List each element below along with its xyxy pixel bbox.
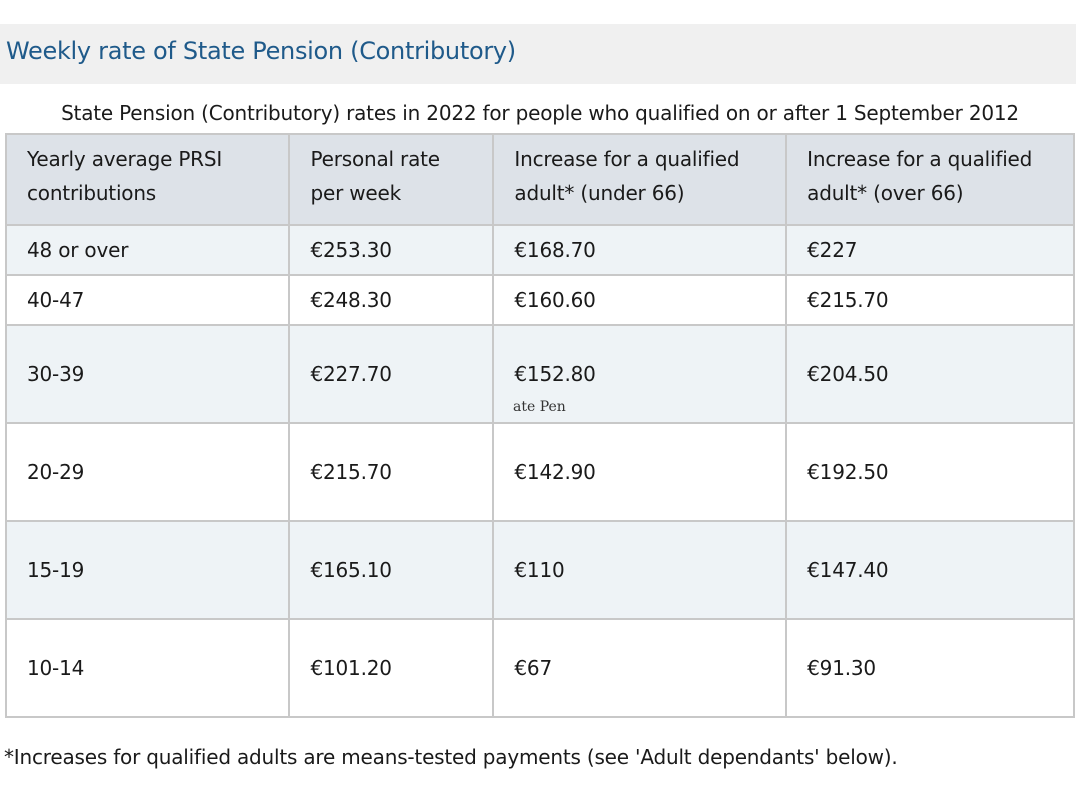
cell-personal-rate: €101.20 bbox=[289, 619, 493, 717]
table-header-row bbox=[6, 134, 1074, 225]
cell-increase-over-66: €91.30 bbox=[786, 619, 1074, 717]
cell-increase-under-66: €110 bbox=[493, 521, 786, 619]
cell-contributions: 15-19 bbox=[6, 521, 289, 619]
cell-increase-under-66: €160.60 bbox=[493, 275, 786, 325]
overlay-text-fragment: ate Pen bbox=[513, 399, 566, 415]
footnote: *Increases for qualified adults are means-tested payments (see 'Adult dependants' below). bbox=[4, 745, 898, 769]
table-caption: State Pension (Contributory) rates in 2022 for people who qualified on or after 1 September 2012 bbox=[61, 101, 1019, 125]
cell-increase-over-66: €204.50 bbox=[786, 325, 1074, 423]
cell-personal-rate: €165.10 bbox=[289, 521, 493, 619]
table-row bbox=[6, 521, 1074, 619]
cell-increase-over-66: €215.70 bbox=[786, 275, 1074, 325]
cell-contributions: 10-14 bbox=[6, 619, 289, 717]
table-row bbox=[6, 619, 1074, 717]
header-prsi-contributions: Yearly average PRSI contributions bbox=[6, 134, 289, 225]
cell-increase-over-66: €147.40 bbox=[786, 521, 1074, 619]
cell-increase-over-66: €227 bbox=[786, 225, 1074, 275]
cell-contributions: 20-29 bbox=[6, 423, 289, 521]
cell-increase-under-66: €168.70 bbox=[493, 225, 786, 275]
cell-increase-under-66: €67 bbox=[493, 619, 786, 717]
cell-increase-under-66: €142.90 bbox=[493, 423, 786, 521]
table-row bbox=[6, 275, 1074, 325]
header-personal-rate: Personal rate per week bbox=[289, 134, 493, 225]
cell-personal-rate: €253.30 bbox=[289, 225, 493, 275]
pension-rates-table bbox=[5, 133, 1075, 718]
cell-contributions: 48 or over bbox=[6, 225, 289, 275]
page-title: Weekly rate of State Pension (Contributory) bbox=[6, 37, 516, 65]
header-increase-under-66: Increase for a qualified adult* (under 66) bbox=[493, 134, 786, 225]
table-row bbox=[6, 225, 1074, 275]
cell-increase-under-66: €152.80 bbox=[493, 325, 786, 423]
cell-personal-rate: €215.70 bbox=[289, 423, 493, 521]
cell-contributions: 30-39 bbox=[6, 325, 289, 423]
cell-personal-rate: €227.70 bbox=[289, 325, 493, 423]
cell-personal-rate: €248.30 bbox=[289, 275, 493, 325]
cell-increase-over-66: €192.50 bbox=[786, 423, 1074, 521]
table-row bbox=[6, 423, 1074, 521]
cell-contributions: 40-47 bbox=[6, 275, 289, 325]
header-increase-over-66: Increase for a qualified adult* (over 66) bbox=[786, 134, 1074, 225]
